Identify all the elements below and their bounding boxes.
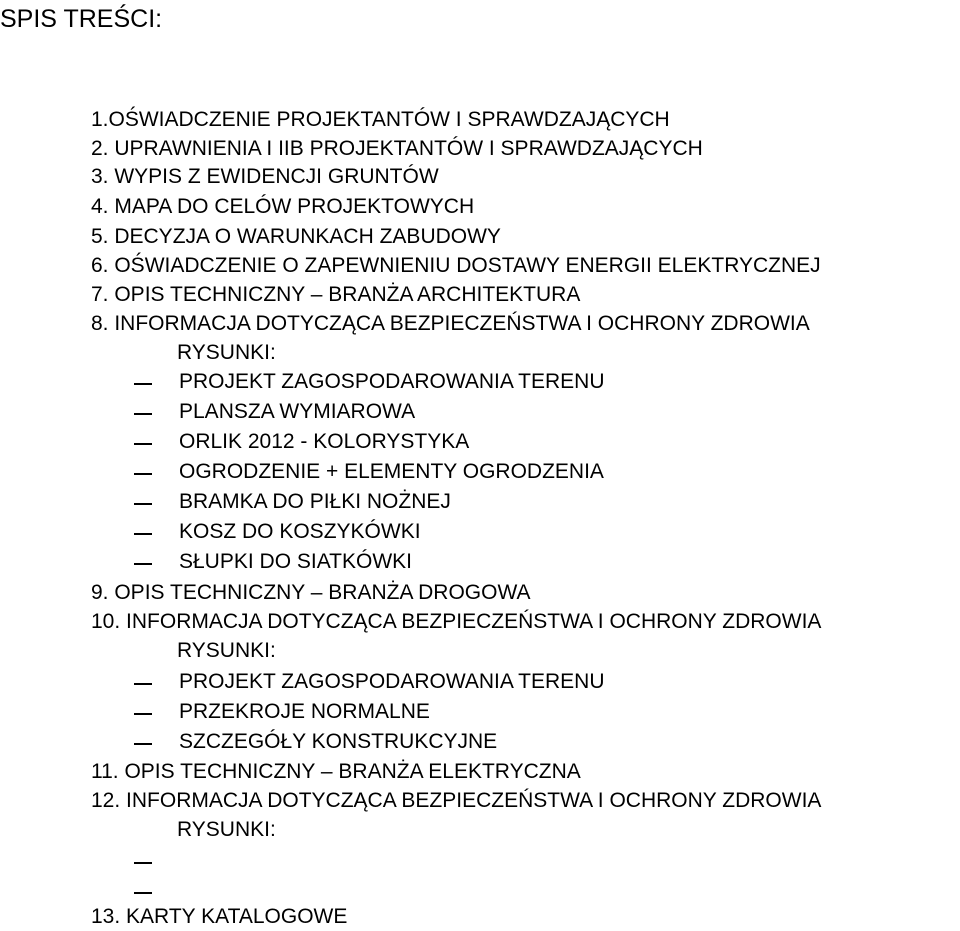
drawing-item: ORLIK 2012 - KOLORYSTYKA [179, 430, 470, 453]
toc-item-1: 1.OŚWIADCZENIE PROJEKTANTÓW I SPRAWDZAJĄCYCH [91, 108, 670, 131]
drawing-item: PROJEKT ZAGOSPODAROWANIA TERENU [179, 670, 605, 693]
toc-item-8: 8. INFORMACJA DOTYCZĄCA BEZPIECZEŃSTWA I OCHRONY ZDROWIA [91, 312, 810, 335]
dash-bullet [134, 413, 152, 415]
toc-item-4: 4. MAPA DO CELÓW PROJEKTOWYCH [91, 195, 475, 218]
drawings-label: RYSUNKI: [177, 818, 276, 841]
dash-bullet [134, 713, 152, 715]
toc-item-11: 11. OPIS TECHNICZNY – BRANŻA ELEKTRYCZNA [91, 760, 581, 783]
dash-bullet [134, 862, 152, 864]
dash-bullet [134, 892, 152, 894]
dash-bullet [134, 503, 152, 505]
drawing-item: SŁUPKI DO SIATKÓWKI [179, 550, 412, 573]
dash-bullet [134, 743, 152, 745]
drawings-label: RYSUNKI: [177, 341, 276, 364]
toc-item-10: 10. INFORMACJA DOTYCZĄCA BEZPIECZEŃSTWA I OCHRONY ZDROWIA [91, 610, 822, 633]
dash-bullet [134, 383, 152, 385]
drawing-item: PLANSZA WYMIAROWA [179, 400, 416, 423]
toc-item-2: 2. UPRAWNIENIA I IIB PROJEKTANTÓW I SPRAWDZAJĄCYCH [91, 137, 703, 160]
toc-item-5: 5. DECYZJA O WARUNKACH ZABUDOWY [91, 225, 501, 248]
drawing-item: SZCZEGÓŁY KONSTRUKCYJNE [179, 730, 498, 753]
drawing-item: OGRODZENIE + ELEMENTY OGRODZENIA [179, 460, 604, 483]
drawing-item: KOSZ DO KOSZYKÓWKI [179, 520, 421, 543]
toc-item-3: 3. WYPIS Z EWIDENCJI GRUNTÓW [91, 165, 439, 188]
toc-item-6: 6. OŚWIADCZENIE O ZAPEWNIENIU DOSTAWY ENERGII ELEKTRYCZNEJ [91, 254, 821, 277]
dash-bullet [134, 473, 152, 475]
drawing-item: BRAMKA DO PIŁKI NOŻNEJ [179, 490, 451, 513]
toc-item-9: 9. OPIS TECHNICZNY – BRANŻA DROGOWA [91, 581, 531, 604]
drawing-item: PRZEKROJE NORMALNE [179, 700, 430, 723]
toc-item-7: 7. OPIS TECHNICZNY – BRANŻA ARCHITEKTURA [91, 283, 581, 306]
toc-item-12: 12. INFORMACJA DOTYCZĄCA BEZPIECZEŃSTWA I OCHRONY ZDROWIA [91, 789, 822, 812]
dash-bullet [134, 563, 152, 565]
drawings-label: RYSUNKI: [177, 639, 276, 662]
dash-bullet [134, 443, 152, 445]
dash-bullet [134, 533, 152, 535]
page-title: SPIS TREŚCI: [0, 5, 163, 33]
drawing-item: PROJEKT ZAGOSPODAROWANIA TERENU [179, 370, 605, 393]
toc-item-13: 13. KARTY KATALOGOWE [91, 905, 348, 928]
dash-bullet [134, 683, 152, 685]
